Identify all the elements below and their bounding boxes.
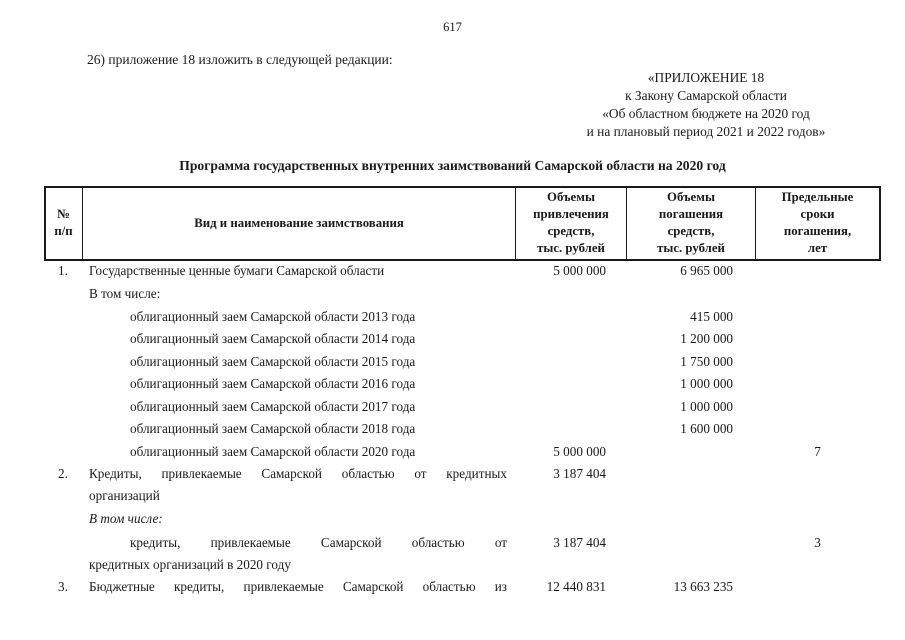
appendix-line-1: «ПРИЛОЖЕНИЕ 18 [647, 70, 765, 85]
row-repay: 415 000 [690, 309, 733, 324]
row-repay: 1 600 000 [680, 421, 733, 436]
row-name-continued: организаций [89, 488, 160, 503]
row-name: В том числе: [89, 511, 163, 526]
row-raise: 3 187 404 [553, 466, 606, 481]
row-number: 1. [58, 263, 68, 278]
row-name: облигационный заем Самарской области 2016 года [130, 376, 416, 391]
table-right-border [879, 186, 881, 260]
row-repay: 13 663 235 [673, 579, 733, 594]
row-name-continued: кредитных организаций в 2020 году [89, 557, 291, 572]
row-raise: 5 000 000 [553, 444, 606, 459]
row-raise: 12 440 831 [546, 579, 606, 594]
row-repay: 1 200 000 [680, 331, 733, 346]
row-number: 3. [58, 579, 68, 594]
row-repay: 6 965 000 [680, 263, 733, 278]
header-raise-volume: Объемы привлечения средств, тыс. рублей [533, 190, 609, 255]
row-repay: 1 000 000 [680, 376, 733, 391]
row-name: Государственные ценные бумаги Самарской области [89, 263, 385, 278]
row-raise: 3 187 404 [553, 535, 606, 550]
row-name: облигационный заем Самарской области 2014 года [130, 331, 416, 346]
row-name: облигационный заем Самарской области 2020 года [130, 444, 416, 459]
row-raise: 5 000 000 [553, 263, 606, 278]
appendix-heading [500, 69, 905, 141]
header-name: Вид и наименование заимствования [194, 216, 404, 230]
header-repay-terms: Предельные сроки погашения, лет [781, 190, 854, 255]
row-number: 2. [58, 466, 68, 481]
document-title: Программа государственных внутренних заимствований Самарской области на 2020 год [179, 158, 726, 173]
appendix-line-3: «Об областном бюджете на 2020 год [602, 106, 810, 121]
header-number: № п/п [54, 207, 73, 238]
row-name: облигационный заем Самарской области 2015 года [130, 354, 416, 369]
row-name: облигационный заем Самарской области 2018 года [130, 421, 416, 436]
header-repay-volume: Объемы погашения средств, тыс. рублей [657, 190, 725, 255]
intro-text: 26) приложение 18 изложить в следующей редакции: [87, 52, 393, 67]
appendix-line-2: к Закону Самарской области [625, 88, 787, 103]
appendix-line-4: и на плановый период 2021 и 2022 годов» [586, 124, 826, 139]
row-name: Бюджетные кредиты, привлекаемые Самарской областью из [89, 579, 507, 594]
row-name: Кредиты, привлекаемые Самарской областью от кредитных [89, 466, 507, 481]
row-repay: 1 000 000 [680, 399, 733, 414]
row-name: кредиты, привлекаемые Самарской областью от [130, 535, 507, 550]
row-repay: 1 750 000 [680, 354, 733, 369]
row-name: облигационный заем Самарской области 2017 года [130, 399, 416, 414]
row-term: 7 [814, 444, 821, 459]
row-term: 3 [814, 535, 821, 550]
row-name: В том числе: [89, 286, 161, 301]
row-name: облигационный заем Самарской области 2013 года [130, 309, 416, 324]
page-number: 617 [443, 20, 462, 34]
